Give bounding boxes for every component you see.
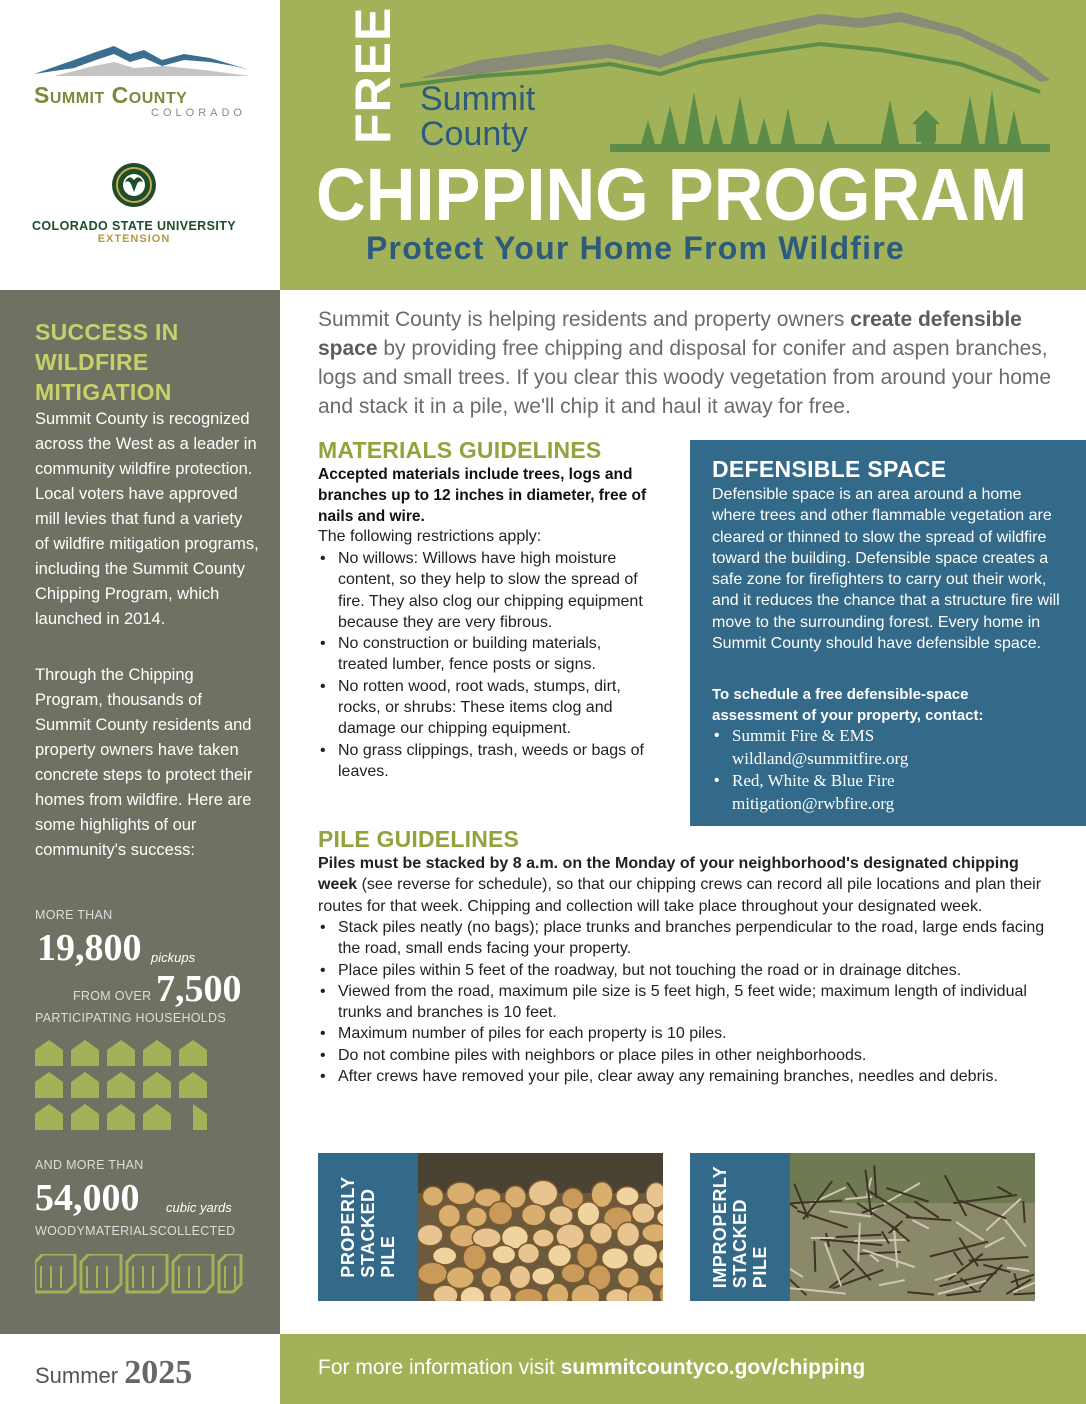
house-icon	[35, 1072, 63, 1098]
list-item: • Viewed from the road, maximum pile size is 5 feet high, 5 feet wide; maximum length of individual trunks and branches is 10 feet.	[318, 981, 1058, 1024]
edition-label	[35, 1354, 192, 1392]
wood-box-icon	[173, 1254, 213, 1292]
page-subtitle: Protect Your Home From Wildfire	[366, 230, 905, 266]
house-icon	[71, 1072, 99, 1098]
sidebar-paragraph: Through the Chipping Program, thousands of Summit County residents and property owners have taken concrete steps to protect their homes from wildfire. Here are some highlights of our community's success:	[35, 666, 253, 859]
materials-restrictions-intro: The following restrictions apply:	[318, 528, 542, 545]
list-item: • No construction or building materials, treated lumber, fence posts or signs.	[318, 633, 648, 676]
footer-info-prefix: For more information visit	[318, 1356, 555, 1379]
stat-volume-prefix: AND MORE THAN	[35, 1158, 144, 1172]
intro-paragraph	[318, 305, 1068, 421]
list-item: • No grass clippings, trash, weeds or bags of leaves.	[318, 740, 648, 783]
stat-pickups-prefix: MORE THAN	[35, 908, 113, 922]
stat-volume-label: WOODYMATERIALSCOLLECTED	[35, 1224, 236, 1238]
county-title	[420, 82, 535, 152]
list-item: • Do not combine piles with neighbors or place piles in other neighborhoods.	[318, 1045, 1058, 1066]
county-name: Summit County	[34, 82, 188, 108]
improper-pile-card	[690, 1153, 1035, 1301]
stat-pickups-value: 19,800	[37, 927, 142, 969]
contact-email-link[interactable]: mitigation@rwbfire.org	[732, 794, 895, 813]
edition-season: Summer	[35, 1363, 119, 1388]
improper-pile-label: IMPROPERLY STACKED PILE	[710, 1165, 770, 1289]
stat-households-prefix: FROM OVER	[73, 989, 152, 1003]
page-title: CHIPPING PROGRAM	[316, 153, 1028, 236]
messy-branch-pile-photo	[790, 1153, 1035, 1301]
contact-lead: To schedule a free defensible-space assessment of your property, contact:	[712, 686, 984, 724]
sidebar-heading: SUCCESS IN WILDFIRE MITIGATION	[35, 319, 179, 405]
pile-heading: PILE GUIDELINES	[318, 826, 520, 852]
house-icon	[71, 1104, 99, 1130]
summit-county-logo	[34, 44, 250, 119]
proper-pile-label: PROPERLY STACKED PILE	[338, 1176, 398, 1278]
wood-box-icon	[81, 1254, 121, 1292]
stat-volume-value: 54,000	[35, 1177, 140, 1219]
stat-pickups-unit: pickups	[151, 950, 196, 965]
contact-list	[712, 725, 1052, 815]
footer-website-link[interactable]: summitcountyco.gov/chipping	[560, 1356, 866, 1379]
list-item: • Maximum number of piles for each property is 10 piles.	[318, 1023, 1058, 1044]
house-icon	[193, 1104, 207, 1130]
university-name: COLORADO STATE UNIVERSITY	[32, 219, 236, 233]
list-item: • Place piles within 5 feet of the roadway, but not touching the road or in drainage ditches.	[318, 960, 1058, 981]
proper-pile-card	[318, 1153, 663, 1301]
pile-lead-rest: (see reverse for schedule), so that our chipping crews can record all pile locations and plan their routes for that week. Chipping and collection will take place throughout your designated week.	[318, 876, 1042, 915]
edition-year: 2025	[124, 1354, 193, 1391]
wood-box-icon	[127, 1254, 167, 1292]
contact-org: Red, White & Blue Fire	[732, 771, 895, 790]
house-icon	[35, 1104, 63, 1130]
sidebar-paragraph: Summit County is recognized across the West as a leader in community wildfire protection. Local voters have approved mill levies that fund a variety of wildfire mitigation programs, including the Summit County Chipping Program, which launched in 2014.	[35, 410, 259, 628]
intro-text: by providing free chipping and disposal for conifer and aspen branches, logs and small trees. If you clear this woody vegetation from around your home and stack it in a pile, we'll chip it and haul it away for free.	[318, 337, 1052, 418]
university-unit: EXTENSION	[97, 233, 171, 245]
wood-box-icon	[35, 1254, 75, 1292]
house-icon	[107, 1104, 135, 1130]
free-label: FREE	[345, 6, 401, 144]
stat-households-value: 7,500	[156, 968, 242, 1010]
intro-text: Summit County is helping residents and property owners	[318, 308, 851, 331]
contact-org: Summit Fire & EMS	[732, 726, 875, 745]
pile-lead	[318, 853, 1058, 917]
pile-lead-bold: Piles must be stacked by 8 a.m. on the Monday of your neighborhood's designated chipping week	[318, 855, 1019, 894]
materials-heading: MATERIALS GUIDELINES	[318, 437, 602, 463]
contact-item	[712, 725, 1052, 770]
mountain-logo-icon	[34, 44, 250, 76]
stat-households-label: PARTICIPATING HOUSEHOLDS	[35, 1011, 227, 1025]
csu-ram-seal-icon	[111, 162, 157, 208]
logo-block	[0, 0, 280, 290]
house-icon	[71, 1040, 99, 1066]
stat-volume-unit: cubic yards	[166, 1200, 232, 1215]
defensible-space-box	[690, 440, 1086, 826]
stacked-log-pile-photo	[418, 1153, 663, 1301]
materials-lead: Accepted materials include trees, logs and branches up to 12 inches in diameter, free of nails and wire.	[318, 466, 647, 525]
house-icon	[179, 1072, 207, 1098]
house-icon-grid	[35, 1040, 255, 1130]
house-icon	[107, 1040, 135, 1066]
list-item: • No rotten wood, root wads, stumps, dirt, rocks, or shrubs: These items clog and damage our chipping equipment.	[318, 676, 648, 740]
county-title-line2: County	[420, 115, 528, 153]
county-state: COLORADO	[151, 107, 246, 119]
county-title-line1: Summit	[420, 80, 536, 118]
materials-list	[318, 548, 648, 782]
footer-edition	[0, 1334, 280, 1404]
list-item: • No willows: Willows have high moisture content, so they help to slow the spread of fire. They also clog our chipping equipment because they are very fibrous.	[318, 548, 648, 633]
list-item: • After crews have removed your pile, clear away any remaining branches, needles and debris.	[318, 1066, 1058, 1087]
sidebar	[0, 290, 280, 1334]
csu-extension-logo	[24, 162, 244, 245]
header-banner	[280, 0, 1086, 290]
house-icon	[107, 1072, 135, 1098]
house-icon	[35, 1040, 63, 1066]
contact-item	[712, 770, 1052, 815]
footer-info	[318, 1356, 865, 1380]
contact-email-link[interactable]: wildland@summitfire.org	[732, 749, 909, 768]
house-icon	[143, 1040, 171, 1066]
defensible-space-text: Defensible space is an area around a home where trees and other flammable vegetation are cleared or thinned to slow the spread of wildfire toward the building. Defensible space creates a safe zone for firefighters to carry out their work, and it reduces the chance that a structure fire will move to the surrounding forest. Every home in Summit County should have defensible space.	[712, 486, 1060, 653]
list-item: • Stack piles neatly (no bags); place trunks and branches perpendicular to the road, large ends facing the road, small ends facing your property.	[318, 917, 1058, 960]
wood-box-icon-row	[35, 1254, 255, 1294]
house-icon	[143, 1104, 171, 1130]
footer-bar	[280, 1334, 1086, 1404]
pile-list	[318, 917, 1058, 1087]
intro-emphasis: create defensible space	[318, 308, 1022, 360]
house-icon	[179, 1040, 207, 1066]
house-icon	[143, 1072, 171, 1098]
wood-box-icon	[219, 1254, 241, 1292]
defensible-space-heading: DEFENSIBLE SPACE	[712, 456, 947, 482]
